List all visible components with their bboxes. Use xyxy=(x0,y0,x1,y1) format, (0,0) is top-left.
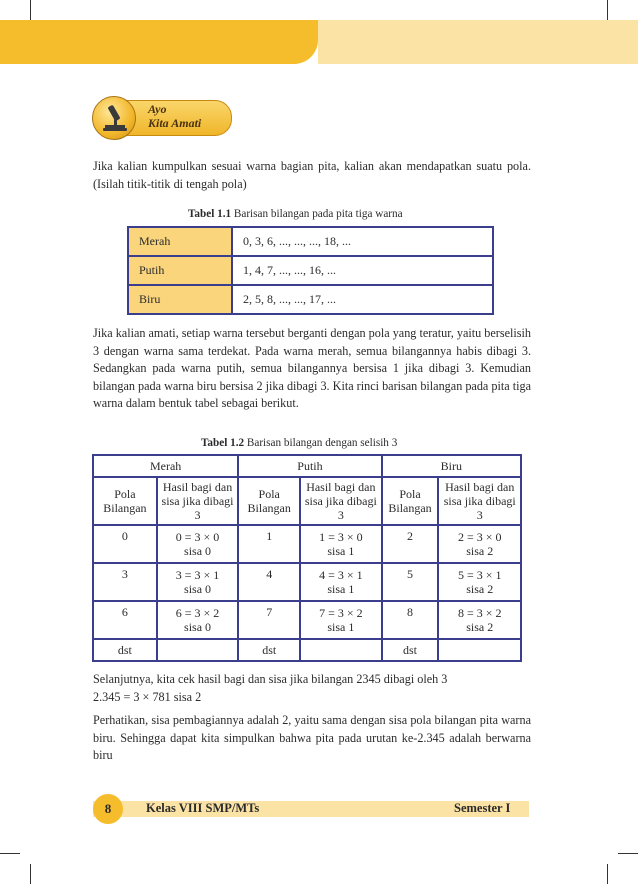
cell-number: 7 xyxy=(238,601,300,639)
table2-caption-num: Tabel 1.2 xyxy=(201,437,245,449)
section-badge xyxy=(92,96,230,138)
cell-division xyxy=(438,563,521,601)
header-merah: Merah xyxy=(93,455,238,477)
cell-division-rem: sisa 2 xyxy=(466,620,494,634)
crop-mark xyxy=(618,853,638,854)
check-line-1: Selanjutnya, kita cek hasil bagi dan sisa jika bilangan 2345 dibagi oleh 3 xyxy=(93,672,448,686)
table-cell-color: Biru xyxy=(128,285,232,314)
footer-class-label: Kelas VIII SMP/MTs xyxy=(146,801,260,815)
microscope-icon xyxy=(92,96,136,140)
header-band xyxy=(0,20,318,64)
crop-mark xyxy=(30,864,31,884)
cell-dst: dst xyxy=(238,639,300,661)
table-difference-three xyxy=(92,454,522,662)
cell-division-rem: sisa 0 xyxy=(184,544,212,558)
check-line-2: 2.345 = 3 × 781 sisa 2 xyxy=(93,689,202,704)
table2-caption xyxy=(201,437,397,449)
crop-mark xyxy=(607,864,608,884)
cell-division xyxy=(157,601,238,639)
cell-number: 6 xyxy=(93,601,157,639)
cell-empty xyxy=(157,639,238,661)
cell-number: 8 xyxy=(382,601,439,639)
subheader-pola: Pola Bilangan xyxy=(93,477,157,525)
subheader-hasil: Hasil bagi dan sisa jika dibagi 3 xyxy=(438,477,521,525)
page-number: 8 xyxy=(93,794,123,824)
cell-division-rem: sisa 0 xyxy=(184,582,212,596)
cell-division-rem: sisa 0 xyxy=(184,620,212,634)
table-row-dst xyxy=(93,639,521,661)
explanation-paragraph: Jika kalian amati, setiap warna tersebut berganti dengan pola yang teratur, yaitu berselisih 3 dengan warna sama terdekat. Pada warna merah, semua bilangannya habis dibagi 3. Sedangkan pada warna putih, semua bilangannya bersisa 1 jika dibagi 3. Kemudian bilangan pada warna biru bersisa 2 jika dibagi 3. Kita rinci barisan bilangan pada pita tiga warna dalam bentuk tabel sebagai berikut. xyxy=(93,326,531,410)
table-subheader-row xyxy=(93,477,521,525)
table-row xyxy=(93,563,521,601)
cell-number: 5 xyxy=(382,563,439,601)
cell-division xyxy=(300,525,381,563)
check-paragraph xyxy=(93,671,531,706)
cell-division-eq: 8 = 3 × 2 xyxy=(457,606,502,620)
section-title-line1: Ayo xyxy=(148,102,167,116)
table-cell-sequence: 2, 5, 8, ..., ..., 17, ... xyxy=(232,285,493,314)
cell-division-eq: 7 = 3 × 2 xyxy=(319,606,363,620)
table1-caption-text: Barisan bilangan pada pita tiga warna xyxy=(233,208,403,220)
table-row xyxy=(93,601,521,639)
footer-semester-label: Semester I xyxy=(454,801,511,815)
header-biru: Biru xyxy=(382,455,521,477)
conclusion-paragraph: Perhatikan, sisa pembagiannya adalah 2, yaitu sama dengan sisa pola bilangan pita warna biru. Sehingga dapat kita simpulkan bahwa pita pada urutan ke-2.345 adalah berwarna biru xyxy=(93,713,531,762)
cell-division xyxy=(300,563,381,601)
table-row xyxy=(128,227,493,256)
table-ribbon-colors xyxy=(127,226,494,315)
cell-division-rem: sisa 2 xyxy=(466,544,494,558)
cell-number: 0 xyxy=(93,525,157,563)
cell-division-eq: 0 = 3 × 0 xyxy=(175,530,220,544)
crop-mark xyxy=(0,853,20,854)
subheader-hasil: Hasil bagi dan sisa jika dibagi 3 xyxy=(157,477,238,525)
intro-paragraph: Jika kalian kumpulkan sesuai warna bagian pita, kalian akan mendapatkan suatu pola. (Isilah titik-titik di tengah pola) xyxy=(93,159,531,191)
table-row xyxy=(93,525,521,563)
header-band-light xyxy=(318,20,638,64)
header-putih: Putih xyxy=(238,455,381,477)
cell-division-rem: sisa 1 xyxy=(327,544,355,558)
table-header-row xyxy=(93,455,521,477)
subheader-pola: Pola Bilangan xyxy=(238,477,300,525)
cell-number: 4 xyxy=(238,563,300,601)
cell-division-eq: 5 = 3 × 1 xyxy=(457,568,502,582)
cell-number: 2 xyxy=(382,525,439,563)
table-cell-color: Putih xyxy=(128,256,232,285)
cell-division-eq: 3 = 3 × 1 xyxy=(175,568,220,582)
table2-caption-text: Barisan bilangan dengan selisih 3 xyxy=(246,437,398,449)
cell-empty xyxy=(300,639,381,661)
crop-mark xyxy=(607,0,608,20)
crop-mark xyxy=(30,0,31,20)
cell-division xyxy=(157,563,238,601)
table-row xyxy=(128,285,493,314)
cell-empty xyxy=(438,639,521,661)
subheader-hasil: Hasil bagi dan sisa jika dibagi 3 xyxy=(300,477,381,525)
cell-division-rem: sisa 2 xyxy=(466,582,494,596)
subheader-pola: Pola Bilangan xyxy=(382,477,439,525)
cell-division xyxy=(157,525,238,563)
cell-division-rem: sisa 1 xyxy=(327,620,355,634)
cell-division-eq: 6 = 3 × 2 xyxy=(175,606,220,620)
section-title xyxy=(148,102,201,130)
cell-division-rem: sisa 1 xyxy=(327,582,355,596)
cell-number: 1 xyxy=(238,525,300,563)
cell-division-eq: 4 = 3 × 1 xyxy=(319,568,363,582)
cell-division-eq: 2 = 3 × 0 xyxy=(457,530,502,544)
section-title-line2: Kita Amati xyxy=(148,116,202,130)
table-cell-sequence: 0, 3, 6, ..., ..., ..., 18, ... xyxy=(232,227,493,256)
table-cell-color: Merah xyxy=(128,227,232,256)
cell-dst: dst xyxy=(382,639,439,661)
cell-division xyxy=(438,525,521,563)
table-cell-sequence: 1, 4, 7, ..., ..., 16, ... xyxy=(232,256,493,285)
table-row xyxy=(128,256,493,285)
cell-number: 3 xyxy=(93,563,157,601)
cell-division-eq: 1 = 3 × 0 xyxy=(319,530,363,544)
cell-division xyxy=(438,601,521,639)
table1-caption xyxy=(188,208,403,220)
cell-division xyxy=(300,601,381,639)
cell-dst: dst xyxy=(93,639,157,661)
table1-caption-num: Tabel 1.1 xyxy=(188,208,232,220)
